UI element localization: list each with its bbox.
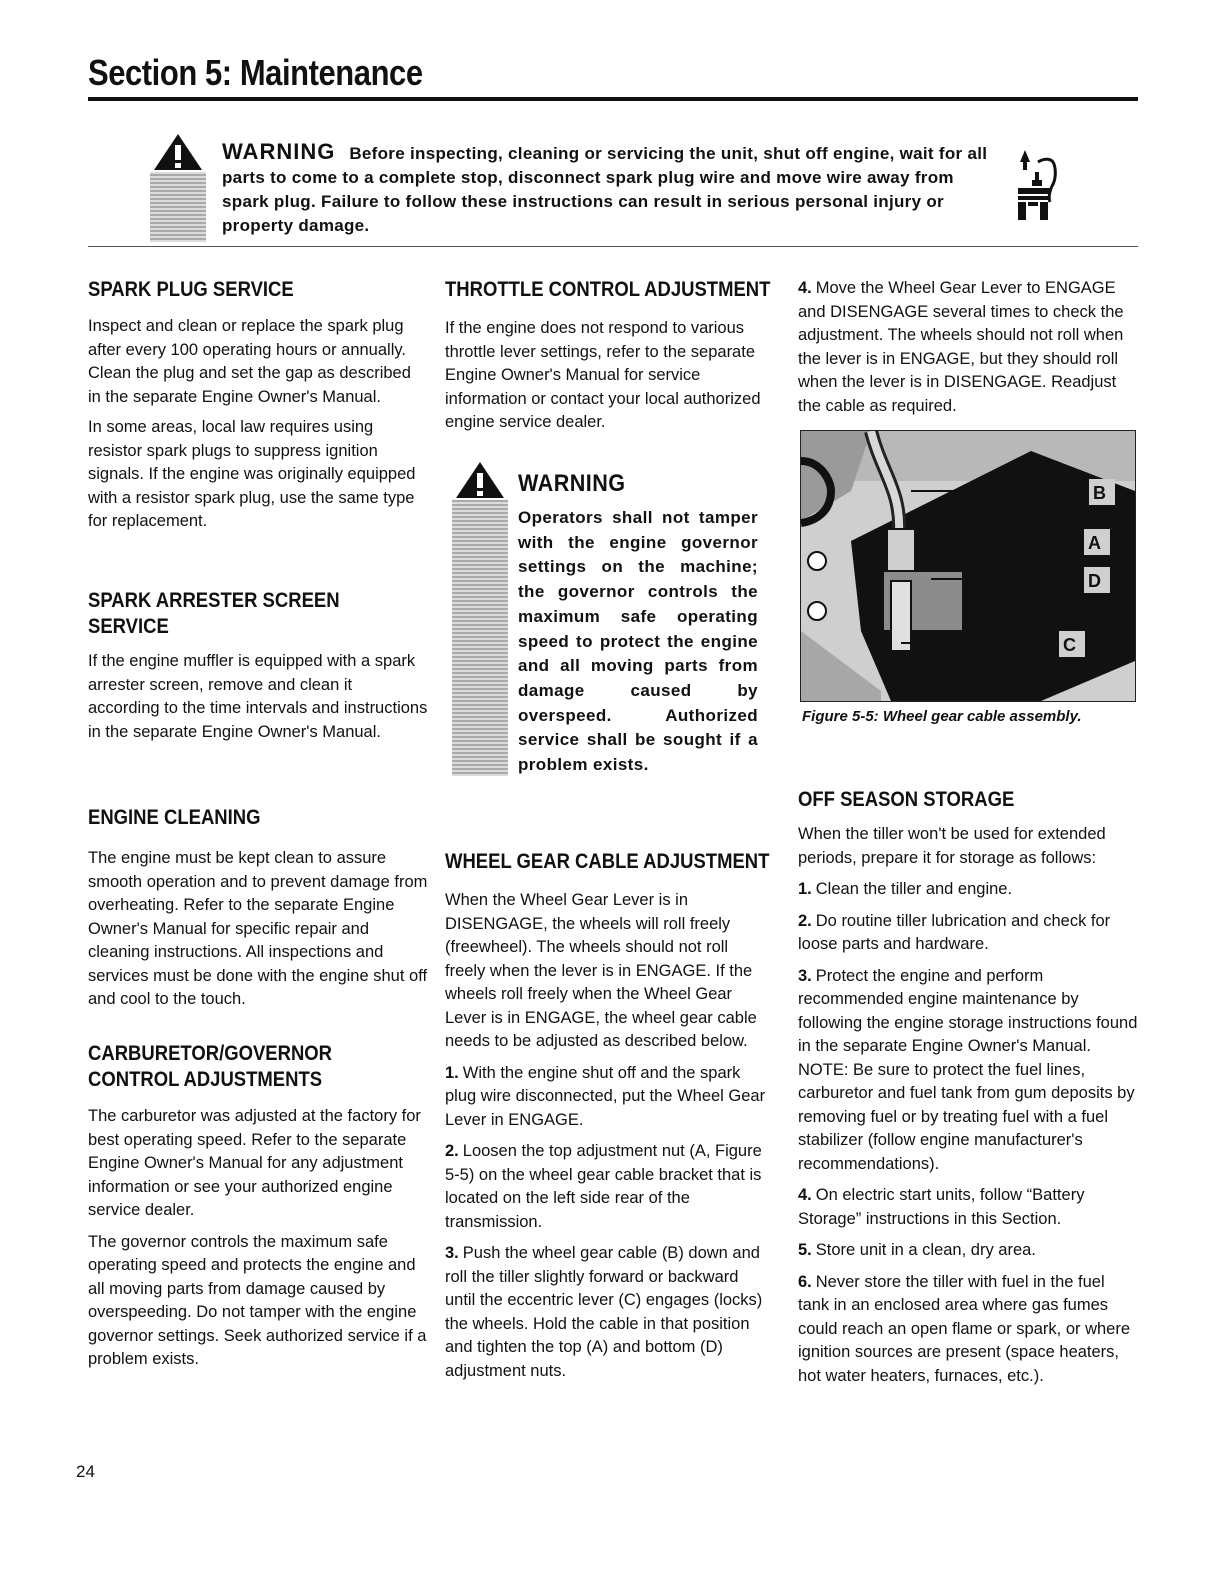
step-number: 4. xyxy=(798,279,812,297)
engine-cleaning-section xyxy=(88,805,428,1012)
page-title: Section 5: Maintenance xyxy=(88,52,423,93)
step-text: Loosen the top adjustment nut (A, Figure 5-5) on the wheel gear cable bracket that is located on the left side rear of the transmission. xyxy=(445,1142,762,1231)
throttle-section xyxy=(445,277,775,435)
step-number: 4. xyxy=(798,1186,812,1204)
step-text: Move the Wheel Gear Lever to ENGAGE and DISENGAGE several times to check the adjustment. The wheels should not roll when the lever is in ENGAGE, but they should roll when the lever is in DISENGAGE. Readjust the cable as required. xyxy=(798,279,1124,415)
step-number: 2. xyxy=(445,1142,459,1160)
title-rule xyxy=(88,97,1138,101)
wheel-gear-step-2 xyxy=(445,1140,771,1234)
wheel-gear-step-4 xyxy=(798,277,1138,418)
arrester-section xyxy=(88,588,428,744)
step-number: 3. xyxy=(798,966,812,985)
warning-stripe xyxy=(150,130,206,242)
wheel-gear-section xyxy=(445,849,771,1383)
carburetor-section xyxy=(88,1041,428,1372)
warning-triangle-icon xyxy=(452,458,508,500)
label-c: C xyxy=(1063,635,1076,655)
wheel-gear-continued xyxy=(798,277,1138,418)
figure-caption: Figure 5-5: Wheel gear cable assembly. xyxy=(802,708,1082,725)
spark-plug-disconnect-icon xyxy=(1012,140,1062,224)
step-text: Push the wheel gear cable (B) down and roll the tiller slightly forward or backward until the eccentric lever (C) engages (locks) the wheels. Hold the cable in that position and tighten the top (A) and bottom (D) adjustment nuts. xyxy=(445,1244,763,1380)
storage-step-6 xyxy=(798,1271,1138,1389)
top-warning xyxy=(222,140,1002,238)
step-number: 5. xyxy=(798,1241,812,1259)
page-number: 24 xyxy=(76,1462,95,1481)
step-text: On electric start units, follow “Battery Storage” instructions in this Section. xyxy=(798,1186,1085,1228)
paragraph: The engine must be kept clean to assure smooth operation and to prevent damage from overheating. Refer to the separate Engine Owner's Manual for specific repair and cleaning instructions. All inspections and services must be done with the engine shut off and cool to the touch. xyxy=(88,849,428,1008)
section-heading: WHEEL GEAR CABLE ADJUSTMENT xyxy=(445,850,770,873)
wheel-gear-step-3 xyxy=(445,1242,771,1383)
top-warning-text: Before inspecting, cleaning or servicing the unit, shut off engine, wait for all parts to come to a complete stop, disconnect spark plug wire and move wire away from spark plug. Failure to follow these instructions can result in serious personal injury or property damage. xyxy=(222,144,988,235)
section-heading: OFF SEASON STORAGE xyxy=(798,788,1015,811)
step-text: Protect the engine and perform recommended engine maintenance by following the engine storage instructions found in the separate Engine Owner's Manual. NOTE: Be sure to protect the fuel lines, carburetor and fuel tank from gum deposits by removing fuel or by treating fuel with a fuel stabilizer (follow engine manufacturer's recommendations). xyxy=(798,966,1138,1173)
step-text: With the engine shut off and the spark plug wire disconnected, put the Wheel Gear Lever in ENGAGE. xyxy=(445,1063,766,1129)
step-number: 6. xyxy=(798,1272,812,1291)
storage-step-2 xyxy=(798,910,1138,957)
step-number: 3. xyxy=(445,1244,459,1262)
storage-step-3 xyxy=(798,965,1138,1177)
warning-triangle-icon xyxy=(150,130,206,172)
label-a: A xyxy=(1088,533,1101,553)
paragraph: If the engine does not respond to various throttle lever settings, refer to the separate Engine Owner's Manual for service information or contact your local authorized engine service dealer. xyxy=(445,319,761,431)
section-heading: ENGINE CLEANING xyxy=(88,806,261,829)
step-text: Store unit in a clean, dry area. xyxy=(815,1241,1036,1259)
governor-warning-label: WARNING xyxy=(518,470,626,497)
spark-plug-section xyxy=(88,277,428,534)
governor-warning-text: Operators shall not tamper with the engine governor settings on the machine; the governor controls the maximum safe operating speed to protect the engine and all moving parts from damage caused by overspeed. Authorized service shall be sought if a problem exists. xyxy=(518,508,758,775)
storage-step-4 xyxy=(798,1184,1138,1231)
wheel-gear-step-1 xyxy=(445,1062,771,1133)
storage-section xyxy=(798,787,1138,1388)
step-number: 1. xyxy=(445,1063,459,1082)
label-d: D xyxy=(1088,571,1101,591)
step-text: Clean the tiller and engine. xyxy=(815,880,1013,898)
paragraph: Inspect and clean or replace the spark plug after every 100 operating hours or annually. Clean the plug and set the gap as described in the separate Engine Owner's Manual. xyxy=(88,317,411,406)
section-heading: CARBURETOR/GOVERNOR CONTROL ADJUSTMENTS xyxy=(88,1042,333,1091)
paragraph: In some areas, local law requires using resistor spark plugs to suppress ignition signals. If the engine was originally equipped with a resistor spark plug, use the same type for replacement. xyxy=(88,418,416,530)
section-heading: SPARK ARRESTER SCREEN SERVICE xyxy=(88,589,340,638)
paragraph: When the tiller won't be used for extended periods, prepare it for storage as follows: xyxy=(798,825,1106,867)
warning-stripe xyxy=(452,458,508,776)
label-b: B xyxy=(1093,483,1106,503)
paragraph: The governor controls the maximum safe operating speed and protects the engine and all moving parts from damage caused by overspeeding. Do not tamper with the engine governor settings. Seek authorized service if a problem exists. xyxy=(88,1232,427,1368)
step-text: Do routine tiller lubrication and check for loose parts and hardware. xyxy=(798,911,1111,953)
step-number: 2. xyxy=(798,911,812,930)
storage-step-5 xyxy=(798,1239,1138,1263)
paragraph: The carburetor was adjusted at the factory for best operating speed. Refer to the separate Engine Owner's Manual for any adjustment information or see your authorized engine service dealer. xyxy=(88,1107,421,1219)
paragraph: If the engine muffler is equipped with a spark arrester screen, remove and clean it according to the time intervals and instructions in the separate Engine Owner's Manual. xyxy=(88,652,428,741)
figure-photo xyxy=(800,430,1136,702)
wheel-gear-cable-photo xyxy=(801,431,1135,701)
step-number: 1. xyxy=(798,880,812,898)
step-text: Never store the tiller with fuel in the fuel tank in an enclosed area where gas fumes could reach an open flame or spark, or where ignition sources are present (space heaters, hot water heaters, furnaces, etc.). xyxy=(798,1272,1131,1385)
section-heading: THROTTLE CONTROL ADJUSTMENT xyxy=(445,278,771,301)
warning-rule xyxy=(88,246,1138,247)
top-warning-label: WARNING xyxy=(222,139,336,164)
storage-step-1 xyxy=(798,878,1138,902)
section-heading: SPARK PLUG SERVICE xyxy=(88,278,294,301)
paragraph: When the Wheel Gear Lever is in DISENGAGE, the wheels will roll freely (freewheel). The wheels should not roll freely when the lever is in ENGAGE. If the wheels roll freely when the Wheel Gear Lever is in ENGAGE, the wheel gear cable needs to be adjusted as described below. xyxy=(445,891,757,1050)
governor-warning xyxy=(518,470,758,778)
